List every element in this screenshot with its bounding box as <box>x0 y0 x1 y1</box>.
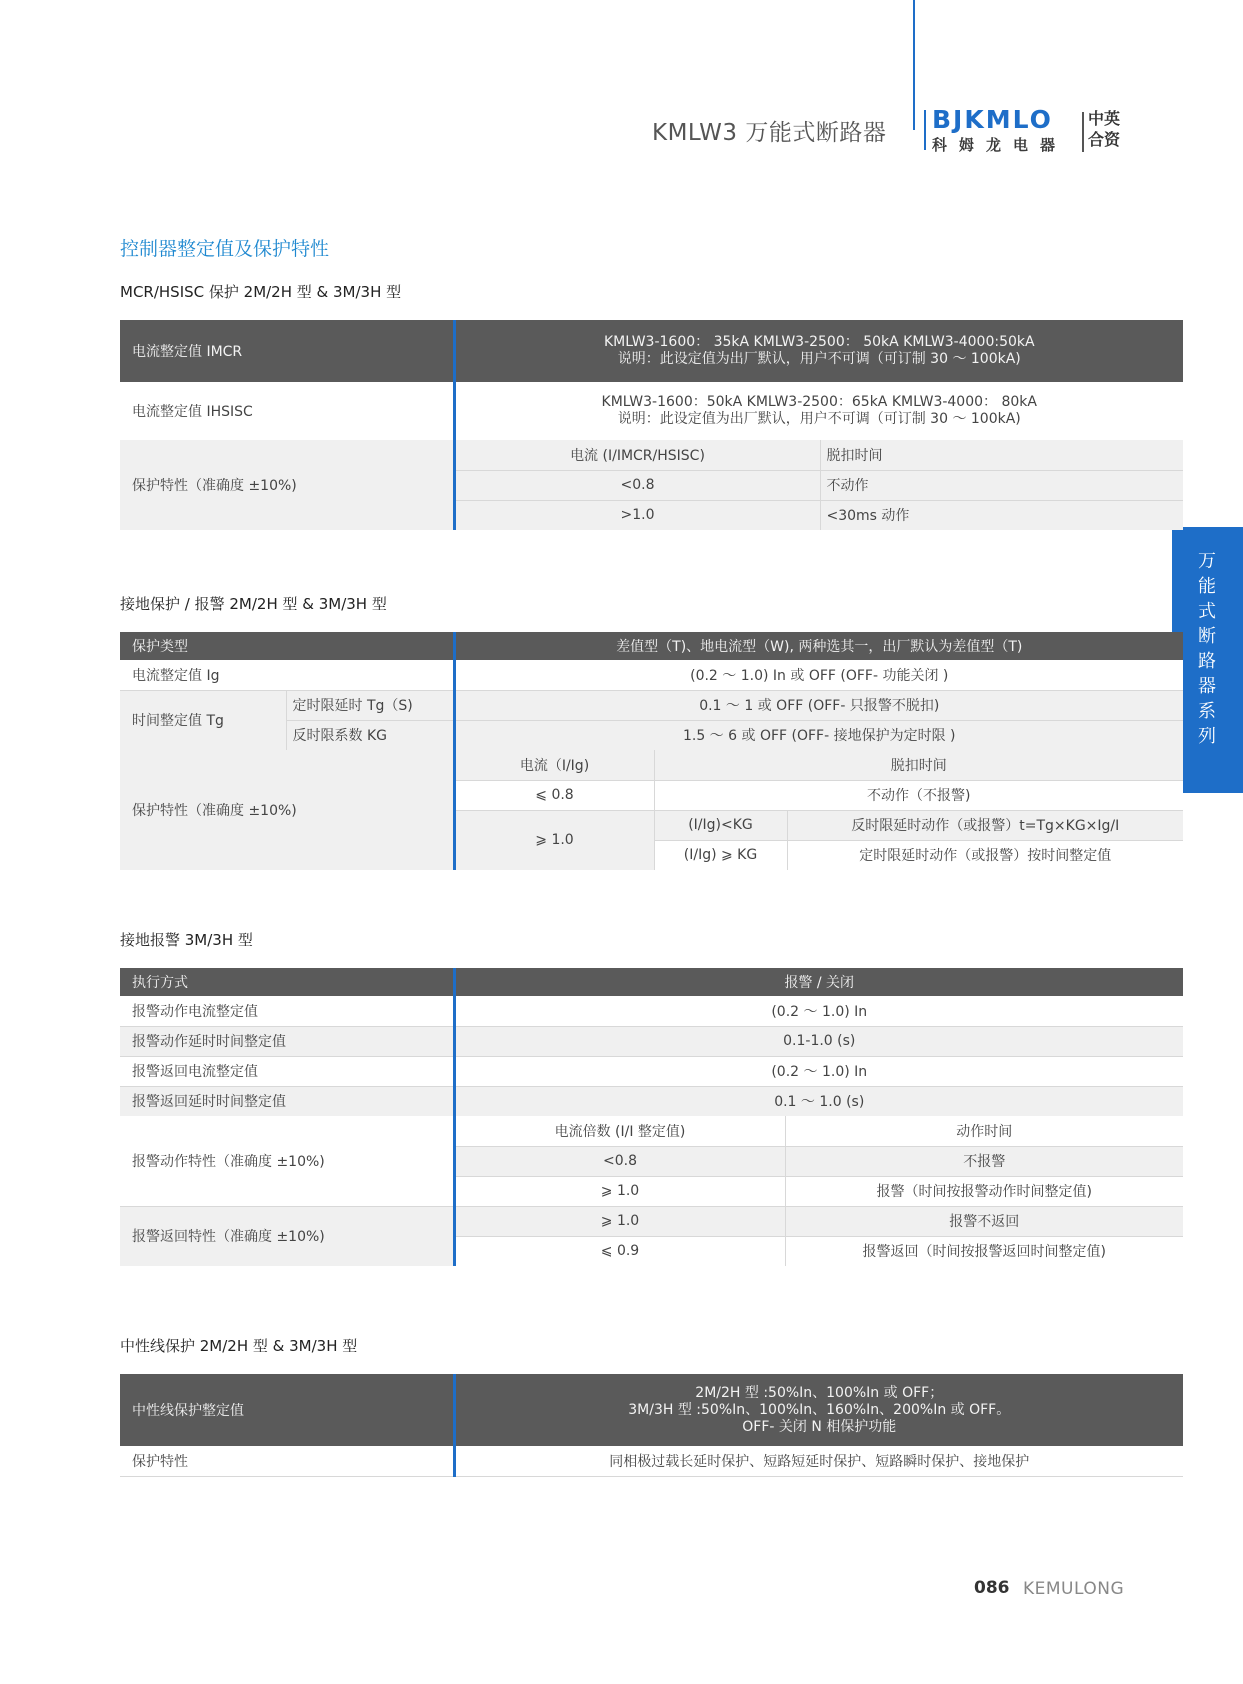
table-row <box>120 1116 1183 1146</box>
section-title: 控制器整定值及保护特性 <box>120 238 330 260</box>
imcr-row <box>120 320 1183 382</box>
current-le08: ⩽ 0.8 <box>454 780 654 810</box>
table-row <box>120 1446 1183 1476</box>
alarm-setting-value: (0.2 ～ 1.0) In <box>454 1056 1183 1086</box>
multiple-cell: ⩾ 1.0 <box>454 1176 785 1206</box>
tg-definite-value: 0.1 ～ 1 或 OFF (OFF- 只报警不脱扣) <box>454 690 1183 720</box>
ihsisc-value <box>454 382 1183 440</box>
imcr-line2: 说明：此设定值为出厂默认，用户不可调（可订制 30 ～ 100kA) <box>617 351 1021 367</box>
ig-value: (0.2 ～ 1.0) In 或 OFF (OFF- 功能关闭 ) <box>454 660 1183 690</box>
protection-label: 保护特性（准确度 ±10%) <box>120 440 454 530</box>
alarm-setting-label: 报警返回延时时间整定值 <box>120 1086 454 1116</box>
table4-title: 中性线保护 2M/2H 型 & 3M/3H 型 <box>120 1337 358 1355</box>
table1-title: MCR/HSISC 保护 2M/2H 型 & 3M/3H 型 <box>120 283 402 301</box>
table-row <box>120 996 1183 1026</box>
kg-value: 1.5 ～ 6 或 OFF (OFF- 接地保护为定时限 ) <box>454 720 1183 750</box>
ground-protection-table <box>120 632 1183 870</box>
neutral-line3: OFF- 关闭 N 相保护功能 <box>742 1418 897 1435</box>
time-cell: 报警返回（时间按报警返回时间整定值) <box>785 1236 1183 1266</box>
logo-bar <box>924 110 926 150</box>
alarm-setting-value: 0.1-1.0 (s) <box>454 1026 1183 1056</box>
logo-separator <box>1082 112 1084 152</box>
multiple-cell: ⩽ 0.9 <box>454 1236 785 1266</box>
neutral-line2: 3M/3H 型 :50%In、100%In、160%In、200%In 或 OFF。 <box>628 1401 1011 1418</box>
alarm-setting-value: (0.2 ～ 1.0) In <box>454 996 1183 1026</box>
table-row <box>120 1086 1183 1116</box>
definite-value: 定时限延时动作（或报警）按时间整定值 <box>787 840 1183 870</box>
alarm-return-label: 报警返回特性（准确度 ±10%) <box>120 1206 454 1266</box>
logo-latin: BJKMLO <box>932 105 1053 134</box>
table-row <box>120 660 1183 690</box>
current-cell: >1.0 <box>454 500 820 530</box>
table-row <box>120 690 1183 720</box>
alarm-action-label: 报警动作特性（准确度 ±10%) <box>120 1116 454 1206</box>
trip-cell: <30ms 动作 <box>820 500 1183 530</box>
table-row <box>120 1206 1183 1236</box>
neutral-setting-row <box>120 1374 1183 1446</box>
product-title: KMLW3 万能式断路器 <box>652 120 887 146</box>
joint-venture-label: 中英合资 <box>1088 109 1121 149</box>
protection-char-label: 保护特性 <box>120 1446 454 1476</box>
multiple-cell: <0.8 <box>454 1146 785 1176</box>
trip-cell: 不动作 <box>820 470 1183 500</box>
exec-label: 执行方式 <box>120 968 454 996</box>
neutral-setting-value <box>454 1374 1183 1446</box>
table2-title: 接地保护 / 报警 2M/2H 型 & 3M/3H 型 <box>120 595 387 613</box>
neutral-setting-label: 中性线保护整定值 <box>120 1374 454 1446</box>
imcr-label: 电流整定值 IMCR <box>120 320 454 382</box>
time-cell: 报警（时间按报警动作时间整定值) <box>785 1176 1183 1206</box>
mcr-hsisc-table <box>120 320 1183 530</box>
footer-brand: KEMULONG <box>1023 1579 1125 1599</box>
col-header-current: 电流（I/Ig) <box>454 750 654 780</box>
exec-row <box>120 968 1183 996</box>
alarm-setting-label: 报警动作延时时间整定值 <box>120 1026 454 1056</box>
imcr-value <box>454 320 1183 382</box>
table3-title: 接地报警 3M/3H 型 <box>120 931 253 949</box>
table-row <box>120 1026 1183 1056</box>
ihsisc-line1: KMLW3-1600：50kA KMLW3-2500：65kA KMLW3-4000： 80kA <box>601 394 1037 410</box>
multiple-cell: ⩾ 1.0 <box>454 1206 785 1236</box>
col-header-trip: 脱扣时间 <box>820 440 1183 470</box>
current-cell: <0.8 <box>454 470 820 500</box>
time-cell: 报警不返回 <box>785 1206 1183 1236</box>
neutral-line1: 2M/2H 型 :50%In、100%In 或 OFF； <box>695 1384 944 1401</box>
table-row <box>120 440 1183 470</box>
protection-type-label: 保护类型 <box>120 632 454 660</box>
protection-char-label: 保护特性（准确度 ±10%) <box>120 750 454 870</box>
protection-type-value: 差值型（T)、地电流型（W), 两种选其一，出厂默认为差值型（T) <box>454 632 1183 660</box>
ihsisc-row <box>120 382 1183 440</box>
le08-value: 不动作（不报警) <box>654 780 1183 810</box>
alarm-setting-label: 报警返回电流整定值 <box>120 1056 454 1086</box>
exec-value: 报警 / 关闭 <box>454 968 1183 996</box>
ig-label: 电流整定值 Ig <box>120 660 454 690</box>
logo-chinese: 科姆龙电器 <box>932 136 1068 154</box>
header-divider <box>913 0 915 130</box>
time-cell: 不报警 <box>785 1146 1183 1176</box>
table-row <box>120 750 1183 780</box>
current-ge10: ⩾ 1.0 <box>454 810 654 870</box>
side-tab-label: 万能式断路器系列 <box>1198 551 1216 747</box>
brand-logo <box>924 107 1124 155</box>
alarm-setting-label: 报警动作电流整定值 <box>120 996 454 1026</box>
tg-definite-label: 定时限延时 Tg（S) <box>286 690 454 720</box>
imcr-line1: KMLW3-1600： 35kA KMLW3-2500： 50kA KMLW3-4000:50kA <box>603 334 1035 350</box>
ihsisc-line2: 说明：此设定值为出厂默认，用户不可调（可订制 30 ～ 100kA) <box>617 411 1021 427</box>
definite-condition: (I/Ig) ⩾ KG <box>654 840 787 870</box>
kg-label: 反时限系数 KG <box>286 720 454 750</box>
ground-alarm-table <box>120 968 1183 1266</box>
table-row <box>120 1056 1183 1086</box>
col-header-trip: 脱扣时间 <box>654 750 1183 780</box>
protection-char-value: 同相极过载长延时保护、短路短延时保护、短路瞬时保护、接地保护 <box>454 1446 1183 1476</box>
ihsisc-label: 电流整定值 IHSISC <box>120 382 454 440</box>
protection-type-row <box>120 632 1183 660</box>
inverse-condition: (I/Ig)<KG <box>654 810 787 840</box>
col-header-current: 电流 (I/IMCR/HSISC) <box>454 440 820 470</box>
tg-label: 时间整定值 Tg <box>120 690 286 750</box>
col-header-multiple: 电流倍数 (I/I 整定值) <box>454 1116 785 1146</box>
inverse-value: 反时限延时动作（或报警）t=Tg×KG×Ig/I <box>787 810 1183 840</box>
col-header-time: 动作时间 <box>785 1116 1183 1146</box>
neutral-protection-table <box>120 1374 1183 1477</box>
alarm-setting-value: 0.1 ～ 1.0 (s) <box>454 1086 1183 1116</box>
page-number: 086 <box>974 1578 1010 1598</box>
